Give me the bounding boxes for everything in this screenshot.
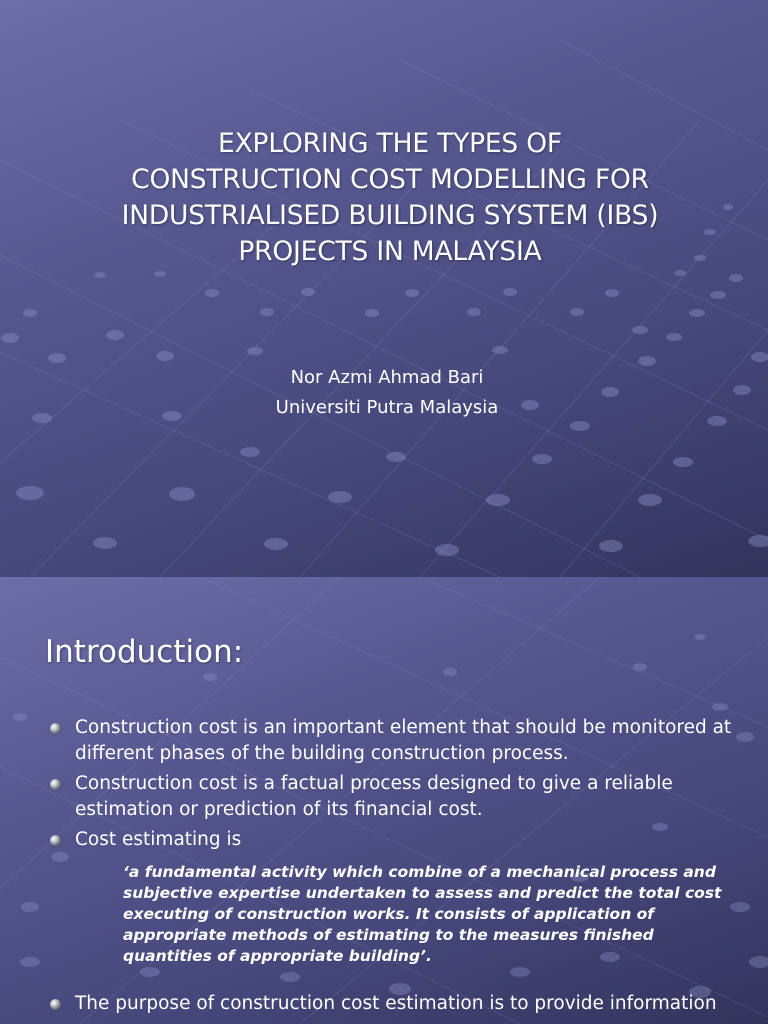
definition-quote: ‘a fundamental activity which combine of a mechanical process and subjective expertise undertaken to assess and predict the total cost executing of construction works. It consists of application of appropriate methods of estimating to the measures finished quantities of appropriate building’.: [123, 863, 722, 965]
sphere-bullet-icon: [50, 723, 61, 734]
author-affiliation: Universiti Putra Malaysia: [275, 397, 499, 418]
list-item: [46, 827, 736, 853]
title-line: INDUSTRIALISED BUILDING SYSTEM (IBS): [121, 200, 659, 231]
sphere-bullet-icon: [50, 835, 61, 846]
title-line: PROJECTS IN MALAYSIA: [238, 236, 542, 267]
bullet-list: [46, 715, 736, 1021]
bullet-text: The purpose of construction cost estimation is to provide information: [75, 993, 717, 1014]
bullet-text: Construction cost is a factual process designed to give a reliable estimation or prediction of its financial cost.: [75, 773, 673, 820]
author-block: [0, 363, 768, 423]
presentation-title: [40, 126, 740, 270]
introduction-slide: [0, 577, 768, 1024]
bullet-text: Cost estimating is: [75, 829, 242, 850]
title-line: CONSTRUCTION COST MODELLING FOR: [131, 164, 649, 195]
sphere-bullet-icon: [50, 779, 61, 790]
author-name: Nor Azmi Ahmad Bari: [290, 367, 484, 388]
sphere-bullet-icon: [50, 999, 61, 1010]
list-item: [46, 771, 736, 823]
list-item: [46, 715, 736, 767]
title-line: EXPLORING THE TYPES OF: [218, 128, 562, 159]
slide-heading: Introduction:: [45, 634, 244, 670]
bullet-text: Construction cost is an important element that should be monitored at different phases of the building construction process.: [75, 717, 732, 764]
list-item: [46, 991, 736, 1017]
